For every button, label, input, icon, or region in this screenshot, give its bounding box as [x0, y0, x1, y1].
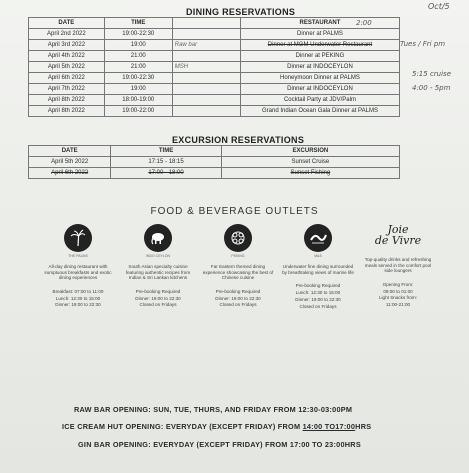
- palm-tree-icon: [64, 224, 92, 252]
- cell-date: April 4th 2022: [29, 51, 105, 62]
- dining-table: [28, 17, 400, 117]
- outlet-info-line: Dinner: 19:00 to 22:30: [135, 295, 181, 301]
- cell-time: 17:00 - 18:00: [111, 168, 221, 179]
- cell-note: [172, 95, 240, 106]
- excursion-header-row: [29, 146, 400, 157]
- ice-cream-opening: [62, 422, 371, 431]
- cell-date: April 6th 2022: [29, 73, 105, 84]
- outlet-logo-label: THE PALMS: [68, 254, 88, 258]
- outlet-description: Far Eastern themed dining experience showcasing the best of Chinese cuisine: [202, 264, 274, 281]
- outlet-info-line: 09:00 to 01:00: [383, 288, 413, 294]
- cell-note: [172, 106, 240, 117]
- cell-note: [172, 29, 240, 40]
- outlet-description: All-day dining restaurant with sumptuous breakfasts and exotic dining experiences: [44, 264, 112, 281]
- cell-date: April 5th 2022: [29, 62, 105, 73]
- handwritten-top-right: Oct/5: [428, 2, 450, 11]
- cell-time: 19:00-22:30: [104, 73, 172, 84]
- cell-restaurant: Dinner at INDOCEYLON: [240, 84, 399, 95]
- table-row: [29, 51, 400, 62]
- table-row: [29, 84, 400, 95]
- outlets-grid: [40, 224, 440, 394]
- outlet-info: [200, 289, 276, 308]
- ice-cream-prefix: ICE CREAM HUT OPENING: EVERYDAY (EXCEPT FRIDAY) FROM: [62, 422, 303, 431]
- table-row: [29, 29, 400, 40]
- wave-icon: [304, 224, 332, 252]
- outlet-description: Underwater fine dining surrounded by breathtaking views of marine life: [282, 264, 354, 275]
- table-row: [29, 62, 400, 73]
- cell-date: April 5th 2022: [29, 157, 111, 168]
- table-row: [29, 73, 400, 84]
- dining-title: DINING RESERVATIONS: [186, 7, 296, 17]
- col-excursion: EXCURSION: [221, 146, 399, 157]
- cell-restaurant: Dinner at INDOCEYLON: [240, 62, 399, 73]
- outlet-info-line: Pre-booking Required: [135, 288, 181, 294]
- outlet-description: Top-quality drinks and refreshing meals served in the comfort pool side loungers: [364, 257, 432, 274]
- table-row: [29, 40, 400, 51]
- outlet-description: South Asian specialty cuisine featuring authentic recipes from Indian & Sri Lankan kitchens: [125, 264, 191, 281]
- cell-restaurant: Dinner at PEKING: [240, 51, 399, 62]
- outlet-info-line: Pre-booking Required: [295, 283, 341, 289]
- col-restaurant: RESTAURANT: [240, 18, 399, 29]
- cell-note: MSH: [172, 62, 240, 73]
- lattice-icon: [224, 224, 252, 252]
- cell-restaurant: Honeymoon Dinner at PALMS: [240, 73, 399, 84]
- col-notes: [172, 18, 240, 29]
- outlet-info: [280, 283, 356, 309]
- handwritten-header-note: 2:00: [356, 19, 372, 27]
- outlet-info-line: Lunch: 12:30 to 15:00: [55, 295, 101, 301]
- outlet-info: [120, 289, 196, 308]
- elephant-icon: [144, 224, 172, 252]
- cell-time: 19:00-22:00: [104, 106, 172, 117]
- col-date: DATE: [29, 18, 105, 29]
- cell-note: Raw bar: [172, 40, 240, 51]
- outlet-info-line: Opening From:: [382, 281, 414, 287]
- handwritten-right-note: Tues / Fri pm: [400, 40, 446, 48]
- outlet-card: [40, 224, 116, 309]
- outlet-info-line: Dinner: 19:00 to 22:30: [215, 295, 261, 301]
- cell-time: 18:00-19:00: [104, 95, 172, 106]
- cell-time: 21:00: [104, 62, 172, 73]
- outlet-card: [200, 224, 276, 309]
- outlet-info-line: Closed on Fridays: [139, 302, 177, 308]
- ice-cream-suffix: HRS: [355, 422, 372, 431]
- ice-cream-hours: 14:00 TO17:00: [302, 422, 356, 431]
- cell-date: April 8th 2022: [29, 95, 105, 106]
- cell-date: April 7th 2022: [29, 84, 105, 95]
- outlet-info-line: Closed on Fridays: [219, 302, 257, 308]
- outlet-info-line: Dinner: 19:00 to 22:30: [55, 302, 101, 308]
- outlet-card: [120, 224, 196, 309]
- table-row: [29, 157, 400, 168]
- dining-header-row: [29, 18, 400, 29]
- outlet-info-line: Pre-booking Required: [215, 288, 261, 294]
- cell-excursion: Sunset Fishing: [221, 168, 399, 179]
- table-row: [29, 106, 400, 117]
- outlet-logo-label: PEKING: [231, 254, 245, 258]
- table-row: [29, 168, 400, 179]
- cell-time: 19:00-22:30: [104, 29, 172, 40]
- col-date: DATE: [29, 146, 111, 157]
- joie-de-vivre-logo: Joie de Vivre: [374, 223, 422, 247]
- food-beverage-title: FOOD & BEVERAGE OUTLETS: [150, 206, 319, 217]
- excursion-table: [28, 145, 400, 179]
- outlet-info-line: Lunch: 12:30 to 15:00: [295, 289, 341, 295]
- gin-bar-opening: GIN BAR OPENING: EVERYDAY (EXCEPT FRIDAY) FROM 17:00 TO 23:00HRS: [78, 440, 361, 449]
- col-time: TIME: [111, 146, 221, 157]
- cell-time: 21:00: [104, 51, 172, 62]
- outlet-card: [280, 224, 356, 310]
- cell-restaurant: Dinner at PALMS: [240, 29, 399, 40]
- cell-note: [172, 51, 240, 62]
- handwritten-cruise-note: 5:15 cruise: [412, 70, 452, 78]
- outlet-info-line: 11:00-21:00: [385, 302, 411, 308]
- outlet-info-line: Dinner: 19:00 to 22:30: [295, 296, 341, 302]
- excursion-title: EXCURSION RESERVATIONS: [172, 135, 305, 145]
- outlet-info: [40, 289, 116, 308]
- cell-date: April 3rd 2022: [29, 40, 105, 51]
- cell-restaurant: Grand Indian Ocean Gala Dinner at PALMS: [240, 106, 399, 117]
- cell-time: 17:15 - 18:15: [111, 157, 221, 168]
- cell-excursion: Sunset Cruise: [221, 157, 399, 168]
- cell-restaurant: Dinner at MGM Underwater Restaurant: [240, 40, 399, 51]
- outlet-logo-label: M&S: [314, 254, 322, 258]
- table-row: [29, 95, 400, 106]
- outlet-card: [360, 224, 436, 309]
- raw-bar-opening: RAW BAR OPENING: SUN, TUE, THURS, AND FRIDAY FROM 12:30-03:00PM: [74, 405, 353, 414]
- outlet-info-line: Breakfast: 07:00 to 11:00: [52, 288, 104, 294]
- handwritten-cruise-time: 4:00 - 5pm: [412, 84, 451, 92]
- cell-date: April 2nd 2022: [29, 29, 105, 40]
- cell-date: April 8th 2022: [29, 106, 105, 117]
- cell-note: [172, 84, 240, 95]
- cell-note: [172, 73, 240, 84]
- outlet-logo-label: INDO CEYLON: [145, 254, 171, 258]
- outlet-info-line: Closed on Fridays: [299, 303, 337, 309]
- cell-date: April 6th 2022: [29, 168, 111, 179]
- cell-restaurant: Cocktail Party at JDV/Palm: [240, 95, 399, 106]
- col-time: TIME: [104, 18, 172, 29]
- outlet-info: [360, 282, 436, 308]
- cell-time: 19:00: [104, 40, 172, 51]
- cell-time: 19:00: [104, 84, 172, 95]
- outlet-info-line: Light Snacks from:: [378, 295, 418, 301]
